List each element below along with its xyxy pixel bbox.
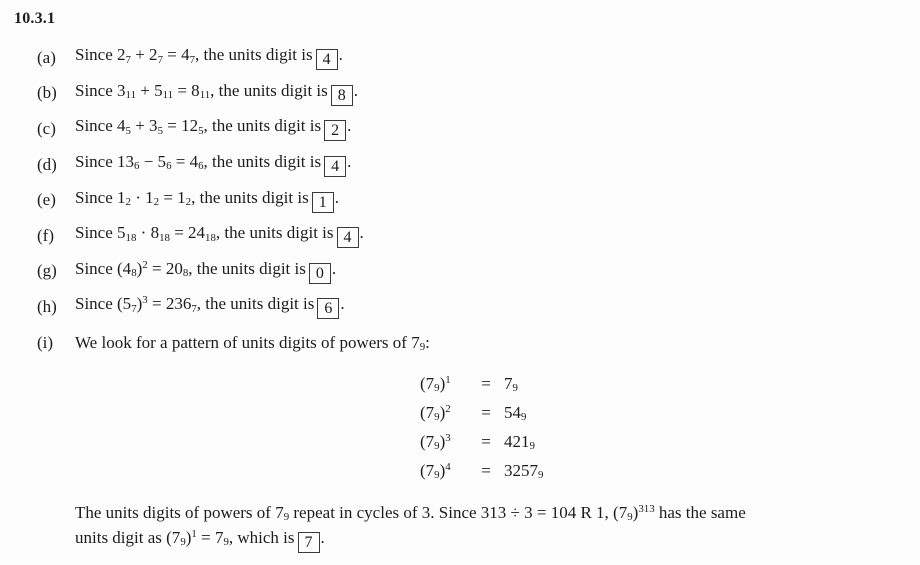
equation-rhs: $3257_9$ <box>504 460 544 481</box>
item-label: (d) <box>37 154 57 174</box>
problem-number: 10.3.1 <box>14 10 56 27</box>
equals-sign: = <box>481 402 491 422</box>
base-subscript: 18 <box>125 231 137 244</box>
equation-lhs: $(7_9)^2$ <box>420 402 451 423</box>
item-text: Since $1_2 \cdot 1_2 = 1_2$, the units digit is 1 . <box>75 187 339 211</box>
item-text: Since $(4_8)^2 = 20_8$, the units digit is 0 . <box>75 258 337 282</box>
boxed-answer: 0 <box>309 263 331 284</box>
solution-item <box>37 218 430 254</box>
equation-rhs: $7_9$ <box>504 373 518 394</box>
base-subscript: 5 <box>198 124 204 137</box>
solution-item <box>37 76 430 112</box>
equals-sign: = <box>481 431 491 451</box>
item-label: (f) <box>37 225 54 245</box>
exponent-superscript: 2 <box>445 402 451 415</box>
base-subscript: 9 <box>512 381 518 394</box>
item-text: Since $(5_7)^3 = 236_7$, the units digit is 6 . <box>75 294 345 318</box>
boxed-answer: 4 <box>337 227 359 248</box>
base-subscript: 11 <box>125 89 137 102</box>
exponent-superscript: 4 <box>445 460 451 473</box>
boxed-answer: 6 <box>317 298 339 319</box>
exponent-superscript: 3 <box>445 431 451 444</box>
base-subscript: 2 <box>125 196 131 209</box>
base-subscript: 6 <box>134 160 140 173</box>
base-subscript: 9 <box>419 340 426 353</box>
item-label: (a) <box>37 47 56 67</box>
equation-lhs: $(7_9)^4$ <box>420 460 451 481</box>
base-subscript: 9 <box>538 468 544 481</box>
boxed-answer: 4 <box>316 49 338 70</box>
conclusion-line: units digit as $(7_9)^1 = 7_9$, which is 7 . <box>75 527 325 551</box>
equation-row <box>420 427 543 456</box>
boxed-answer: 8 <box>331 85 353 106</box>
base-subscript: 9 <box>521 410 527 423</box>
base-subscript: 9 <box>223 535 229 548</box>
exponent-superscript: 1 <box>191 527 197 540</box>
equation-lhs: $(7_9)^1$ <box>420 373 451 394</box>
item-text: Since $2_7 + 2_7 = 4_7$, the units digit is 4 . <box>75 45 343 69</box>
base-subscript: 2 <box>153 196 160 209</box>
base-subscript: 9 <box>434 468 440 481</box>
base-subscript: 6 <box>198 160 204 173</box>
base-subscript: 7 <box>157 53 163 66</box>
equation-rhs: $54_9$ <box>504 402 527 423</box>
item-label: (g) <box>37 261 57 281</box>
item-label: (e) <box>37 190 56 210</box>
equals-sign: = <box>481 373 491 393</box>
base-subscript: 6 <box>166 160 172 173</box>
solution-item <box>37 289 430 325</box>
base-subscript: 9 <box>434 381 440 394</box>
base-subscript: 11 <box>199 89 211 102</box>
base-subscript: 9 <box>434 410 440 423</box>
boxed-answer: 1 <box>312 192 334 213</box>
boxed-answer: 7 <box>298 532 320 553</box>
base-subscript: 18 <box>159 231 170 244</box>
conclusion-line: The units digits of powers of $7_9$ repeat in cycles of 3. Since 313 ÷ 3 = 104 R 1, $(7_9)^{313}$ has the same <box>75 503 746 524</box>
exponent-superscript: 2 <box>142 258 148 271</box>
base-subscript: 5 <box>125 124 131 137</box>
base-subscript: 5 <box>157 124 163 137</box>
solution-item <box>37 325 430 361</box>
item-text: We look for a pattern of units digits of powers of $7_9$: <box>75 332 430 353</box>
conclusion-paragraph <box>75 501 746 553</box>
base-subscript: 2 <box>185 196 192 209</box>
base-subscript: 7 <box>131 302 137 315</box>
base-subscript: 8 <box>182 267 189 280</box>
item-text: Since $5_{18} \cdot 8_{18} = 24_{18}$, the units digit is 4 . <box>75 223 364 247</box>
item-label: (c) <box>37 118 56 138</box>
base-subscript: 9 <box>627 511 633 524</box>
equation-row <box>420 456 543 485</box>
equation-lhs: $(7_9)^3$ <box>420 431 451 452</box>
base-subscript: 7 <box>191 302 197 315</box>
base-subscript: 9 <box>180 535 186 548</box>
solution-item <box>37 254 430 290</box>
base-subscript: 9 <box>434 439 440 452</box>
item-label: (h) <box>37 296 57 316</box>
item-text: Since $3_{11} + 5_{11} = 8_{11}$, the units digit is 8 . <box>75 80 359 104</box>
item-text: Since $4_5 + 3_5 = 12_5$, the units digit is 2 . <box>75 116 352 140</box>
solution-item <box>37 147 430 183</box>
solution-item <box>37 182 430 218</box>
exponent-superscript: 1 <box>445 373 451 386</box>
base-subscript: 18 <box>205 231 216 244</box>
base-subscript: 11 <box>162 89 174 102</box>
boxed-answer: 4 <box>324 156 346 177</box>
powers-equation-block <box>420 369 543 485</box>
exponent-superscript: 313 <box>638 503 655 516</box>
solution-item <box>37 111 430 147</box>
item-text: Since $13_6 - 5_6 = 4_6$, the units digit is 4 . <box>75 152 352 176</box>
equals-sign: = <box>481 460 491 480</box>
base-subscript: 9 <box>283 511 290 524</box>
item-label: (i) <box>37 332 54 352</box>
solution-items <box>37 40 430 360</box>
exponent-superscript: 3 <box>142 294 148 307</box>
equation-row <box>420 398 543 427</box>
equation-rhs: $421_9$ <box>504 431 535 452</box>
item-label: (b) <box>37 83 57 103</box>
base-subscript: 7 <box>125 53 131 66</box>
base-subscript: 7 <box>189 53 196 66</box>
boxed-answer: 2 <box>324 120 346 141</box>
base-subscript: 9 <box>529 439 535 452</box>
solution-item <box>37 40 430 76</box>
equation-row <box>420 369 543 398</box>
base-subscript: 8 <box>131 267 137 280</box>
